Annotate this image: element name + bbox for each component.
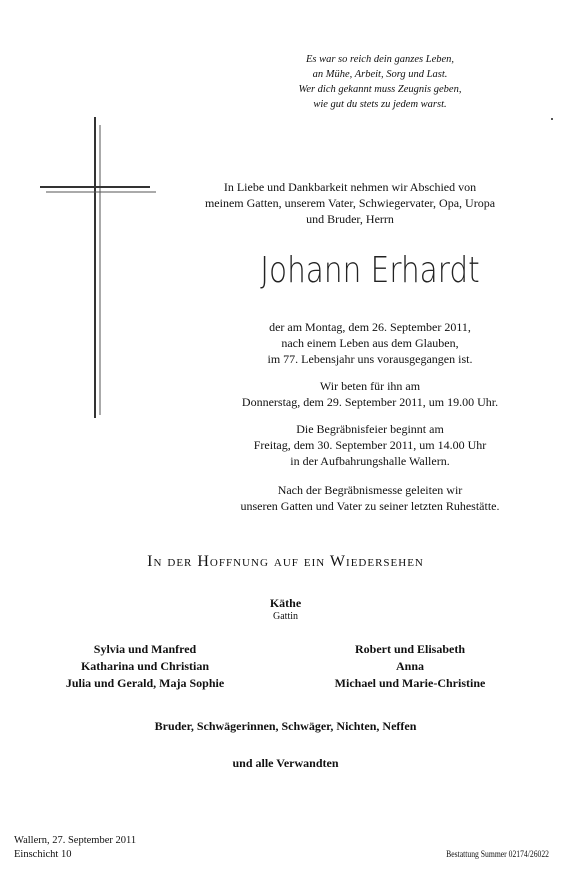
mourners-left — [15, 641, 275, 692]
text-line: in der Aufbahrungshalle Wallern. — [290, 454, 450, 468]
text-line: nach einem Leben aus dem Glauben, — [281, 336, 459, 350]
undertaker: Bestattung Summer 02174/26022 — [446, 849, 549, 859]
mourner-line: Robert und Elisabeth — [354, 642, 466, 656]
text-line: Freitag, dem 30. September 2011, um 14.00 Uhr — [253, 438, 487, 452]
text-line: Donnerstag, dem 29. September 2011, um 19.00 Uhr. — [241, 395, 499, 409]
text-line: Nach der Begräbnismesse geleiten wir — [277, 483, 463, 497]
poem-line: Wer dich gekannt muss Zeugnis geben, — [298, 84, 462, 95]
prayer-info — [200, 378, 540, 410]
mourner-line: Sylvia und Manfred — [93, 642, 197, 656]
mourner-line: Katharina und Christian — [80, 659, 210, 673]
intro-text — [200, 179, 500, 227]
poem-line: wie gut du stets zu jedem warst. — [313, 99, 447, 110]
mourner-line: Julia und Gerald, Maja Sophie — [65, 676, 225, 690]
text-line: unseren Gatten und Vater zu seiner letzten Ruhestätte. — [240, 499, 500, 513]
spouse-role: Gattin — [273, 611, 298, 622]
mourner-line: Anna — [395, 659, 424, 673]
intro-line: und Bruder, Herrn — [306, 212, 394, 226]
text-line: Wir beten für ihn am — [319, 379, 421, 393]
text-line: der am Montag, dem 26. September 2011, — [269, 320, 471, 334]
footer-address — [14, 834, 136, 862]
poem-line: an Mühe, Arbeit, Sorg und Last. — [312, 69, 448, 80]
spouse-name: Käthe — [269, 596, 302, 610]
funeral-info — [200, 421, 540, 469]
place-date: Wallern, 27. September 2011 — [14, 835, 137, 846]
intro-line: In Liebe und Dankbarkeit nehmen wir Abschied von — [223, 180, 477, 194]
poem-line: Es war so reich dein ganzes Leben, — [305, 54, 455, 65]
relatives-line: Bruder, Schwägerinnen, Schwäger, Nichten, Neffen — [154, 719, 417, 733]
decorative-dot — [551, 118, 553, 120]
address: Einschicht 10 — [14, 849, 72, 860]
mourner-line: Michael und Marie-Christine — [334, 676, 486, 690]
text-line: Die Begräbnisfeier beginnt am — [296, 422, 444, 436]
cross-icon — [38, 115, 158, 420]
poem — [220, 52, 540, 112]
all-relatives-line: und alle Verwandten — [232, 756, 339, 770]
mourners-right — [280, 641, 540, 692]
death-info — [200, 319, 540, 367]
intro-line: meinem Gatten, unserem Vater, Schwiegervater, Opa, Uropa — [204, 196, 496, 210]
hope-heading: In der Hoffnung auf ein Wiedersehen — [147, 553, 424, 570]
text-line: im 77. Lebensjahr uns vorausgegangen ist. — [267, 352, 473, 366]
deceased-name: Johann Erhardt — [260, 250, 480, 291]
burial-info — [200, 482, 540, 514]
